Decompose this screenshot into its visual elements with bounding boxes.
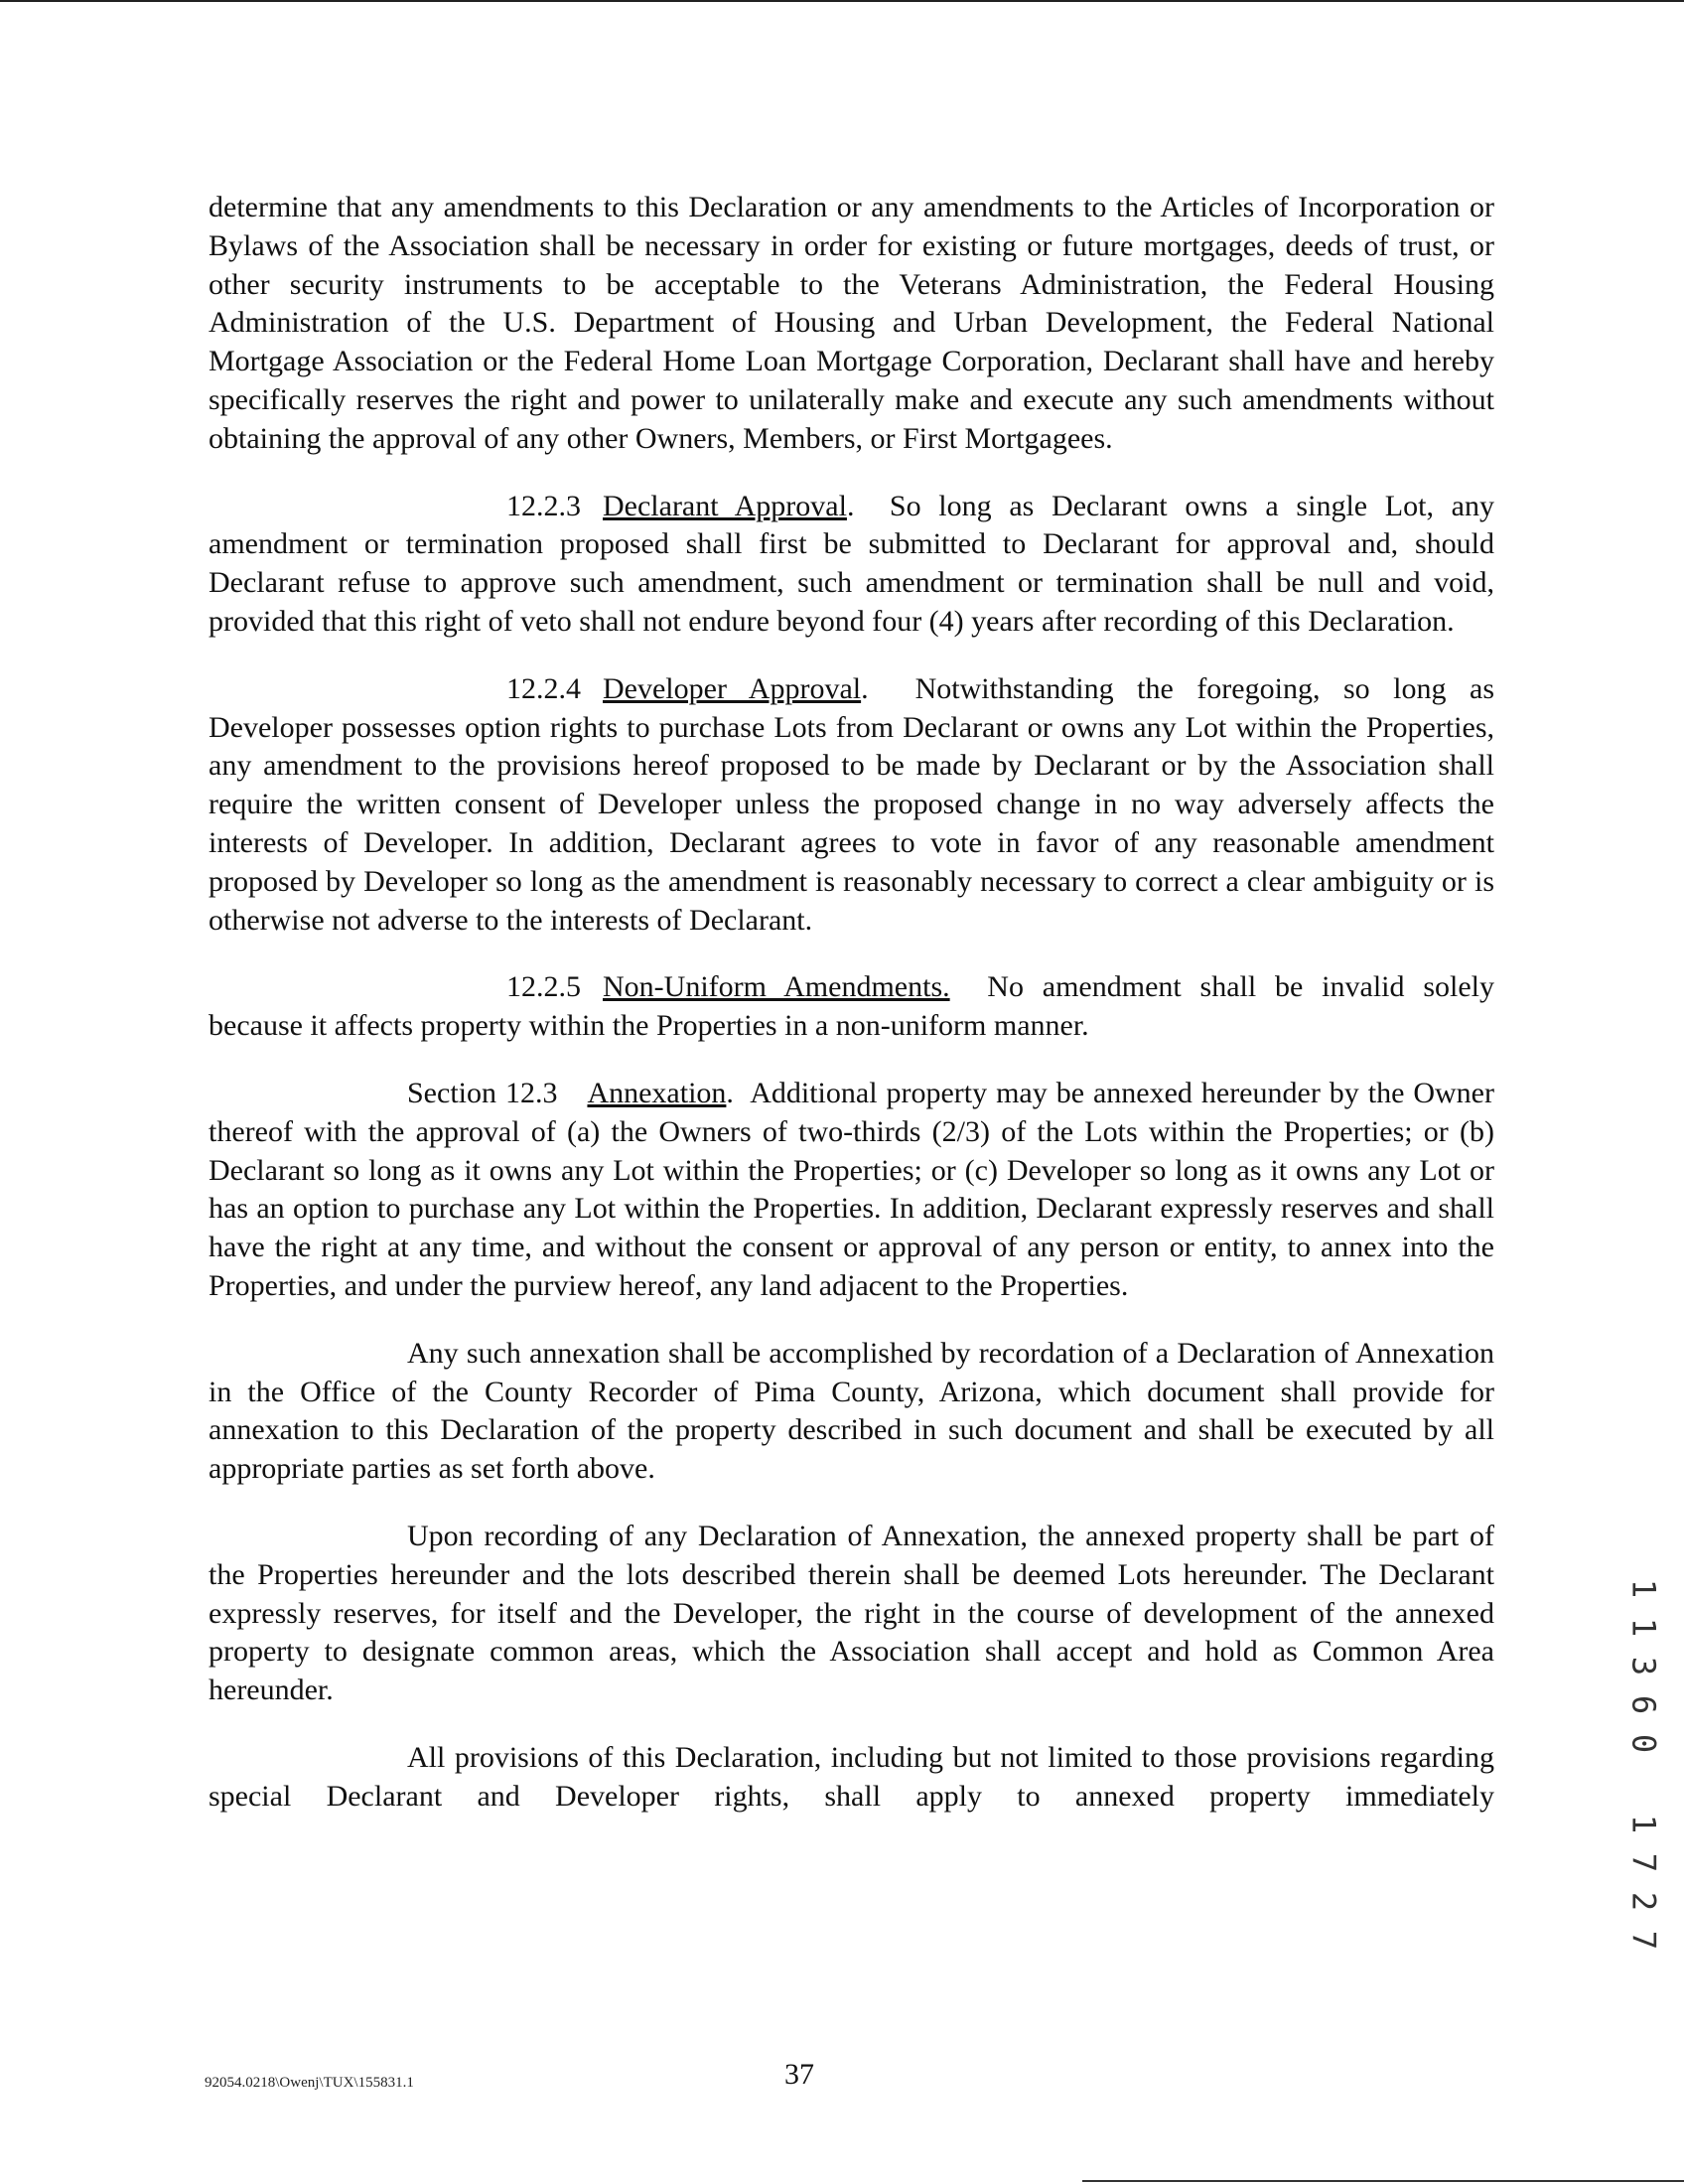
subsection-heading: Non-Uniform Amendments. [603,970,950,1004]
paragraph-section-12-3: Section 12.3 Annexation. Additional property may be annexed hereunder by the Owner thereof with the approval of (a) the Owners of two-thirds (2/3) of the Lots within the Properties; or (b) Declarant so long as it owns any Lot within the Properties; or (c) Developer so long as it owns any Lot or has an option to purchase any Lot within the Properties. In addition, Declarant expressly reserves and shall have the right at any time, and without the consent or approval of any person or entity, to annex into the Properties, and under the purview hereof, any land adjacent to the Properties. [209,1076,1494,1302]
section-heading: Annexation [587,1076,727,1109]
recording-stamp-number [1624,1569,1663,1960]
subsection-text: Notwithstanding the foregoing, so long as Developer possesses option rights to purchase Lots from Declarant or owns any Lot within the Properties, any amendment to the provisions hereof proposed to be made by Declarant or by the Association shall require the written consent of Developer unless the proposed change in no way adversely affects the interests of Developer. In addition, Declarant agrees to vote in favor of any reasonable amendment proposed by Developer so long as the amendment is reasonably necessary to correct a clear ambiguity or is otherwise not adverse to the interests of Declarant. [209,671,1494,937]
subsection-number: 12.2.3 [506,489,581,522]
subsection-text: No amendment shall be invalid solely because it affects property within the Properties in a non-uniform manner. [209,970,1494,1043]
paragraph-12-2-3: 12.2.3 Declarant Approval. So long as Declarant owns a single Lot, any amendment or termination proposed shall first be submitted to Declarant for approval and, should Declarant refuse to approve such amendment, such amendment or termination shall be null and void, provided that this right of veto shall not endure beyond four (4) years after recording of this Declaration. [209,489,1494,638]
top-border-line [0,0,1684,2]
paragraph-annexation-effect: Upon recording of any Declaration of Annexation, the annexed property shall be part of the Properties hereunder and the lots described therein shall be deemed Lots hereunder. The Declarant expressly reserves, for itself and the Developer, the right in the course of development of the annexed property to designate common areas, which the Association shall accept and hold as Common Area hereunder. [209,1519,1494,1707]
paragraph-continuation: determine that any amendments to this Declaration or any amendments to the Articles of Incorporation or Bylaws of the Association shall be necessary in order for existing or future mortgages, deeds of trust, or other security instruments to be acceptable to the Veterans Administration, the Federal Housing Administration of the U.S. Department of Housing and Urban Development, the Federal National Mortgage Association or the Federal Home Loan Mortgage Corporation, Declarant shall have and hereby specifically reserves the right and power to unilaterally make and execute any such amendments without obtaining the approval of any other Owners, Members, or First Mortgagees. [209,191,1494,455]
subsection-heading: Declarant Approval [603,489,847,522]
bottom-border-line [1082,2180,1684,2182]
stamp-digit: 3 [1624,1656,1663,1676]
paragraph-12-2-5 [209,968,1494,1046]
paragraph-12-2-4: 12.2.4 Developer Approval. Notwithstanding the foregoing, so long as Developer possesses option rights to purchase Lots from Declarant or owns any Lot within the Properties, any amendment to the provisions hereof proposed to be made by Declarant or by the Association shall require the written consent of Developer unless the proposed change in no way adversely affects the interests of Developer. In addition, Declarant agrees to vote in favor of any reasonable amendment proposed by Developer so long as the amendment is reasonably necessary to correct a clear ambiguity or is otherwise not adverse to the interests of Declarant. [209,671,1494,937]
paragraph-annexation-provisions: All provisions of this Declaration, including but not limited to those provisions regarding special Declarant and Developer rights, shall apply to annexed property immediately [209,1740,1494,1813]
stamp-digit: 1 [1624,1814,1663,1834]
subsection-number: 12.2.4 [506,671,581,705]
stamp-digit: 7 [1624,1852,1663,1873]
subsection-number: 12.2.5 [506,970,581,1004]
stamp-digit: 1 [1624,1578,1663,1599]
document-body [209,189,1494,1844]
stamp-digit: 2 [1624,1891,1663,1912]
stamp-digit: 6 [1624,1694,1663,1715]
section-text: Additional property may be annexed hereunder by the Owner thereof with the approval of (a) the Owners of two-thirds (2/3) of the Lots within the Properties; or (b) Declarant so long as it owns any Lot within the Properties; or (c) Developer so long as it owns any Lot or has an option to purchase any Lot within the Properties. In addition, Declarant expressly reserves and shall have the right at any time, and without the consent or approval of any person or entity, to annex into the Properties, and under the purview hereof, any land adjacent to the Properties. [209,1076,1494,1302]
stamp-digit: 7 [1624,1930,1663,1951]
subsection-text: So long as Declarant owns a single Lot, any amendment or termination proposed shall first be submitted to Declarant for approval and, should Declarant refuse to approve such amendment, such amendment or termination shall be null and void, provided that this right of veto shall not endure beyond four (4) years after recording of this Declaration. [209,489,1494,638]
stamp-digit: 1 [1624,1617,1663,1638]
section-number: Section 12.3 [407,1076,558,1109]
stamp-digit: 0 [1624,1733,1663,1754]
paragraph-annexation-recordation: Any such annexation shall be accomplished by recordation of a Declaration of Annexation in the Office of the County Recorder of Pima County, Arizona, which document shall provide for annexation to this Declaration of the property described in such document and shall be executed by all appropriate parties as set forth above. [209,1336,1494,1486]
page-number: 37 [784,2058,814,2091]
footer-document-id: 92054.0218\Owenj\TUX\155831.1 [205,2075,414,2091]
subsection-heading: Developer Approval [603,671,862,705]
